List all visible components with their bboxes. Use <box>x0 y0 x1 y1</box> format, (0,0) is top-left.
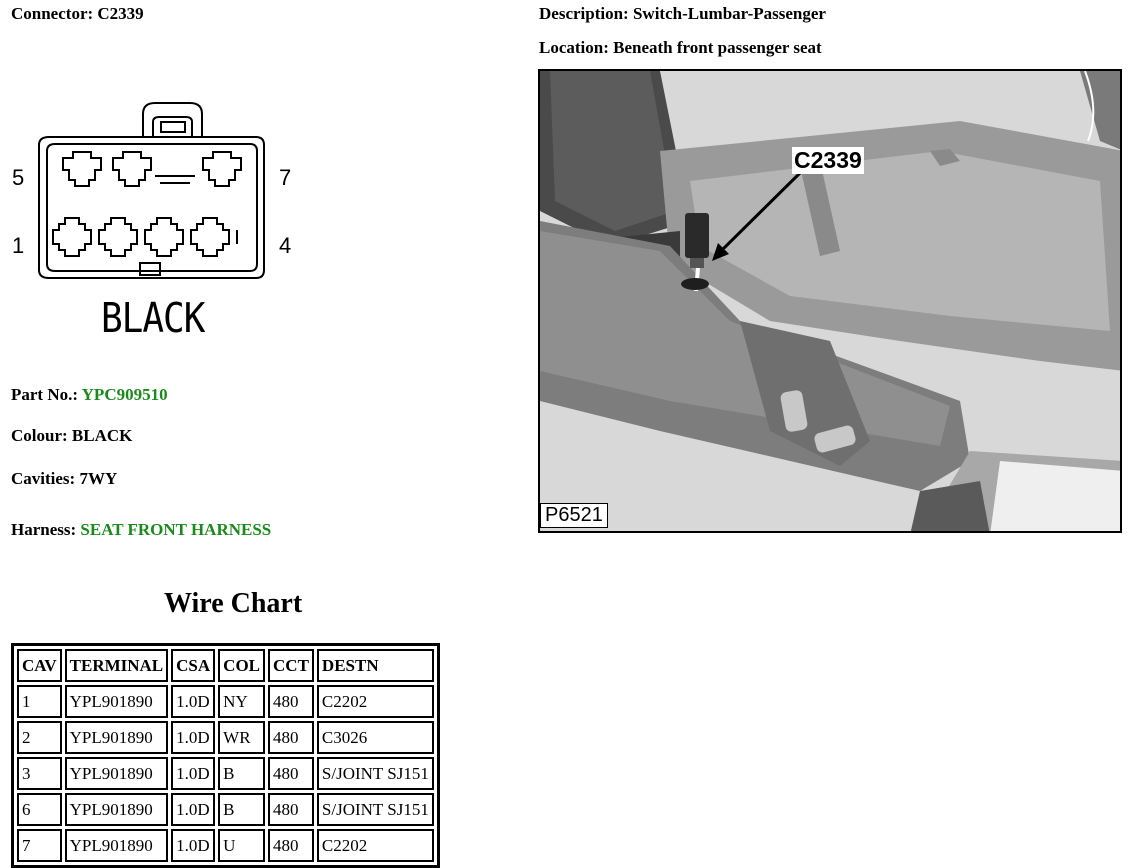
cell-cav: 2 <box>17 721 62 754</box>
wire-chart-table <box>11 643 440 868</box>
cell-destn: C2202 <box>317 685 434 718</box>
location-photo <box>538 69 1122 533</box>
cell-cav: 1 <box>17 685 62 718</box>
cell-col: NY <box>218 685 265 718</box>
cell-cct: 480 <box>268 757 314 790</box>
description-value: Switch-Lumbar-Passenger <box>632 4 826 23</box>
part-number-line <box>11 385 168 405</box>
wire-chart-title: Wire Chart <box>164 588 303 619</box>
cell-col: B <box>218 757 265 790</box>
location-line <box>539 38 822 58</box>
cell-col: B <box>218 793 265 826</box>
connector-colour-label: BLACK <box>101 295 205 343</box>
part-number-link[interactable]: YPC909510 <box>81 385 168 404</box>
pin-number-4: 4 <box>279 233 292 258</box>
cell-terminal: YPL901890 <box>65 721 169 754</box>
harness-label: Harness: <box>11 520 77 539</box>
cell-destn: S/JOINT SJ151 <box>317 757 434 790</box>
cell-cav: 6 <box>17 793 62 826</box>
table-row <box>17 793 434 826</box>
header-cav: CAV <box>17 649 62 682</box>
photo-callout-label: C2339 <box>794 147 862 173</box>
table-row <box>17 829 434 862</box>
cell-cav: 7 <box>17 829 62 862</box>
connector-title <box>11 4 144 24</box>
cell-terminal: YPL901890 <box>65 685 169 718</box>
cell-col: U <box>218 829 265 862</box>
header-csa: CSA <box>171 649 215 682</box>
seat-illustration <box>540 71 1122 533</box>
cell-csa: 1.0D <box>171 793 215 826</box>
cell-cct: 480 <box>268 685 314 718</box>
table-header-row <box>17 649 434 682</box>
colour-value: BLACK <box>71 426 133 445</box>
cell-csa: 1.0D <box>171 757 215 790</box>
cell-terminal: YPL901890 <box>65 757 169 790</box>
cell-cct: 480 <box>268 829 314 862</box>
table-row <box>17 721 434 754</box>
pin-number-7: 7 <box>279 165 292 190</box>
cell-cct: 480 <box>268 721 314 754</box>
photo-reference-label: P6521 <box>540 503 608 528</box>
cavities-label: Cavities: <box>11 469 76 488</box>
pin-number-5: 5 <box>12 165 25 190</box>
description-line <box>539 4 826 24</box>
connector-label: Connector: <box>11 4 94 23</box>
pin-number-1: 1 <box>12 233 25 258</box>
cell-terminal: YPL901890 <box>65 829 169 862</box>
table-row <box>17 685 434 718</box>
colour-line <box>11 426 132 446</box>
part-number-label: Part No.: <box>11 385 79 404</box>
cell-cav: 3 <box>17 757 62 790</box>
connector-face-diagram <box>35 100 270 280</box>
cell-csa: 1.0D <box>171 721 215 754</box>
harness-line <box>11 520 271 540</box>
cavities-value: 7WY <box>79 469 118 488</box>
cell-destn: C2202 <box>317 829 434 862</box>
cell-csa: 1.0D <box>171 685 215 718</box>
cavity-grid <box>53 152 241 256</box>
cell-destn: S/JOINT SJ151 <box>317 793 434 826</box>
header-cct: CCT <box>268 649 314 682</box>
cell-col: WR <box>218 721 265 754</box>
location-value: Beneath front passenger seat <box>613 38 822 57</box>
cell-terminal: YPL901890 <box>65 793 169 826</box>
cell-cct: 480 <box>268 793 314 826</box>
header-destn: DESTN <box>317 649 434 682</box>
colour-label: Colour: <box>11 426 68 445</box>
harness-link[interactable]: SEAT FRONT HARNESS <box>80 520 272 539</box>
cavities-line <box>11 469 117 489</box>
location-label: Location: <box>539 38 609 57</box>
connector-id: C2339 <box>97 4 144 23</box>
table-row <box>17 757 434 790</box>
header-col: COL <box>218 649 265 682</box>
description-label: Description: <box>539 4 629 23</box>
cell-destn: C3026 <box>317 721 434 754</box>
header-terminal: TERMINAL <box>65 649 169 682</box>
cell-csa: 1.0D <box>171 829 215 862</box>
